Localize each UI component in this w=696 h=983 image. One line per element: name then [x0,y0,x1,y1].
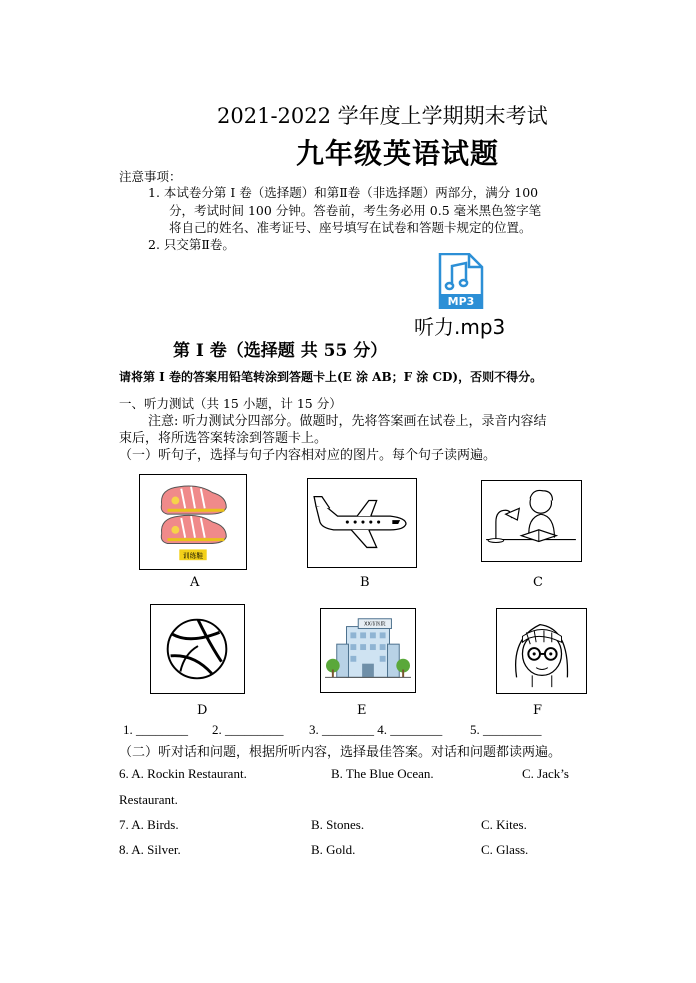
answer-blank-2: 2. _________ [212,722,284,737]
building-caption: XX市医院 [364,621,386,628]
picture-label-a: A [190,575,200,590]
q7-option-a: 7. A. Birds. [119,817,179,832]
exam-title-line1: 2021-2022 学年度上学期期末考试 [217,104,548,128]
picture-a-sneakers [139,474,247,570]
q6-option-b: B. The Blue Ocean. [331,766,434,781]
mp3-icon-text: MP3 [447,295,475,308]
exam-title-line2: 九年级英语试题 [296,137,500,170]
listening-part1: （一）听句子，选择与句子内容相对应的图片。每个句子读两遍。 [119,448,497,463]
q7-option-b: B. Stones. [311,817,365,832]
picture-c-boy-reading [481,480,582,562]
picture-label-c: C [533,575,543,590]
notice-item1-line1: 1. 本试卷分第 I 卷（选择题）和第Ⅱ卷（非选择题）两部分，满分 100 [148,185,539,200]
q6-option-c: C. Jack’s [522,766,569,781]
q8-option-a: 8. A. Silver. [119,842,181,857]
mp3-filename[interactable]: 听力.mp3 [414,315,506,339]
picture-b-airplane [307,478,417,568]
picture-e-building [320,608,416,693]
listening-note-line1: 注意: 听力测试分四部分。做题时，先将答案画在试卷上，录音内容结 [148,414,547,429]
notice-item1-line3: 将自己的姓名、准考证号、座号填写在试卷和答题卡规定的位置。 [169,220,532,235]
picture-label-b: B [360,575,370,590]
listening-part2: （二）听对话和问题，根据所听内容，选择最佳答案。对话和问题都读两遍。 [119,745,562,760]
listening-heading: 一、听力测试（共 15 小题，计 15 分） [119,396,342,411]
notice-item1-line2: 分，考试时间 100 分钟。答卷前，考生务必用 0.5 毫米黑色签字笔 [169,203,542,218]
q8-option-b: B. Gold. [311,842,356,857]
section1-title: 第 I 卷（选择题 共 55 分） [173,341,388,361]
section1-instruction: 请将第 I 卷的答案用铅笔转涂到答题卡上(E 涂 AB；F 涂 CD)，否则不得分。 [119,370,543,384]
sneaker-caption: 训练鞋 [182,552,204,561]
q7-option-c: C. Kites. [481,817,527,832]
picture-f-girl-glasses [496,608,587,694]
notice-item2: 2. 只交第Ⅱ卷。 [148,237,235,252]
listening-note-line2: 束后，将所选答案转涂到答题卡上。 [119,431,328,446]
picture-label-f: F [533,703,543,718]
answer-blank-3-4: 3. ________ 4. ________ [309,722,443,737]
q6-option-c-continued: Restaurant. [119,792,178,807]
picture-label-d: D [197,703,208,718]
picture-label-e: E [357,703,367,718]
picture-d-volleyball [150,604,245,694]
mp3-file-icon[interactable] [437,253,484,309]
answer-blank-1: 1. ________ [123,722,188,737]
notice-heading: 注意事项： [119,169,182,184]
q6-option-a: 6. A. Rockin Restaurant. [119,766,247,781]
q8-option-c: C. Glass. [481,842,529,857]
answer-blank-5: 5. _________ [470,722,542,737]
